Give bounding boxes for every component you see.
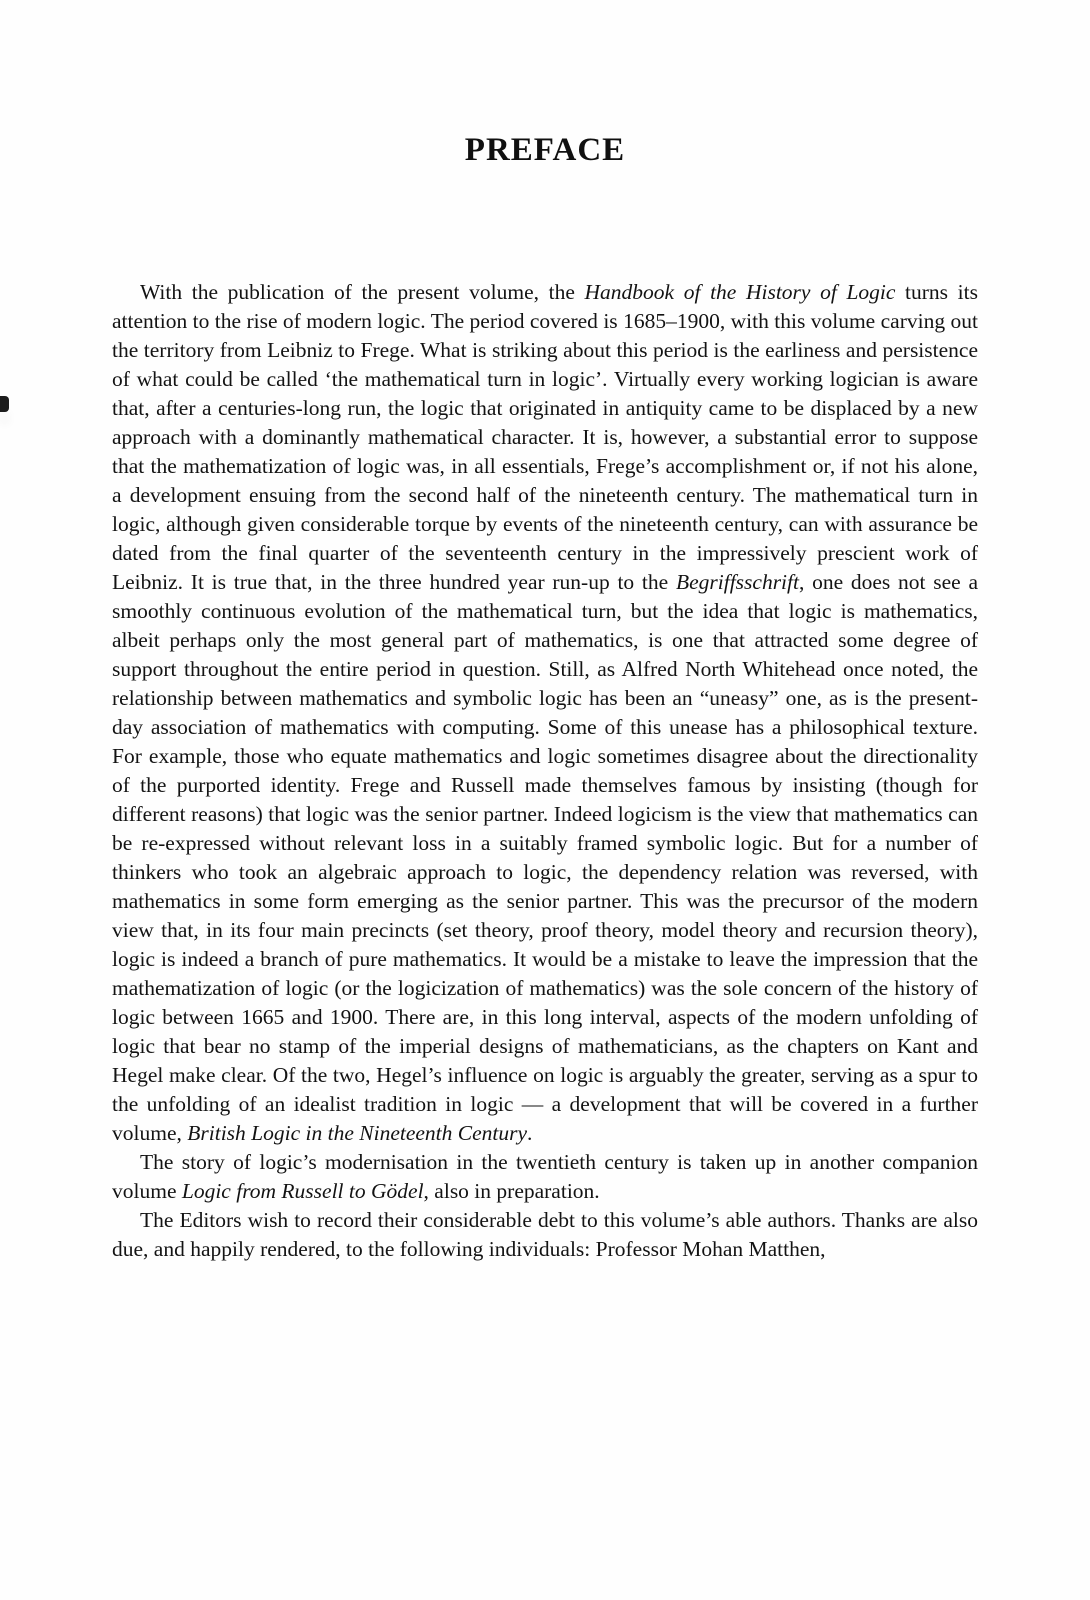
intro-paragraph (112, 278, 978, 1148)
page-body (112, 278, 978, 1264)
italic-text-run: British Logic in the Nineteenth Century (187, 1121, 528, 1145)
italic-text-run: Handbook of the History of Logic (584, 280, 896, 304)
italic-text-run: Begriffsschrift (675, 570, 799, 594)
text-run: With the publication of the present volume, the (140, 280, 585, 304)
italic-text-run: Logic from Russell to Gödel (181, 1179, 424, 1203)
text-run: The story of logic’s modernisation in the twentieth century is taken up in another companion volume (112, 1150, 978, 1203)
companion-volume-paragraph (112, 1148, 978, 1206)
text-run: , also in preparation. (423, 1179, 600, 1203)
text-run: . (527, 1121, 533, 1145)
text-run: , one does not see a smoothly continuous evolution of the mathematical turn, but the idea that logic is mathematics, albeit perhaps only the most general part of mathematics, is one that attracted some degree of support throughout the entire period in question. Still, as Alfred North Whitehead once noted, the relationship between mathematics and symbolic logic has been an “uneasy” one, as is the present-day association of mathematics with computing. Some of this unease has a philosophical texture. For example, those who equate mathematics and logic sometimes disagree about the directionality of the purported identity. Frege and Russell made themselves famous by insisting (though for different reasons) that logic was the senior partner. Indeed logicism is the view that mathematics can be re-expressed without relevant loss in a suitably framed symbolic logic. But for a number of thinkers who took an algebraic approach to logic, the dependency relation was reversed, with mathematics in some form emerging as the senior partner. This was the precursor of the modern view that, in its four main precincts (set theory, proof theory, model theory and recursion theory), logic is indeed a branch of pure mathematics. It would be a mistake to leave the impression that the mathematization of logic (or the logicization of mathematics) was the sole concern of the history of logic between 1665 and 1900. There are, in this long interval, aspects of the modern unfolding of logic that bear no stamp of the imperial designs of mathematicians, as the chapters on Kant and Hegel make clear. Of the two, Hegel’s influence on logic is arguably the greater, serving as a spur to the unfolding of an idealist tradition in logic — a development that will be covered in a further volume, (112, 570, 979, 1145)
page-title: PREFACE (464, 132, 626, 168)
text-run: The Editors wish to record their considerable debt to this volume’s able authors. Thanks are also due, and happily rendered, to the following individuals: Professor Mohan Matthen, (112, 1208, 978, 1261)
text-run: turns its attention to the rise of modern logic. The period covered is 1685–1900, with this volume carving out the territory from Leibniz to Frege. What is striking about this period is the earliness and persistence of what could be called ‘the mathematical turn in logic’. Virtually every working logician is aware that, after a centuries-long run, the logic that originated in antiquity came to be displaced by a new approach with a dominantly mathematical character. It is, however, a substantial error to suppose that the mathematization of logic was, in all essentials, Frege’s accomplishment or, if not his alone, a development ensuing from the second half of the nineteenth century. The mathematical turn in logic, although given considerable torque by events of the nineteenth century, can with assurance be dated from the final quarter of the seventeenth century in the impressively prescient work of Leibniz. It is true that, in the three hundred year run-up to the (112, 280, 978, 594)
scan-artifact (0, 396, 9, 412)
acknowledgements-paragraph (112, 1206, 978, 1264)
